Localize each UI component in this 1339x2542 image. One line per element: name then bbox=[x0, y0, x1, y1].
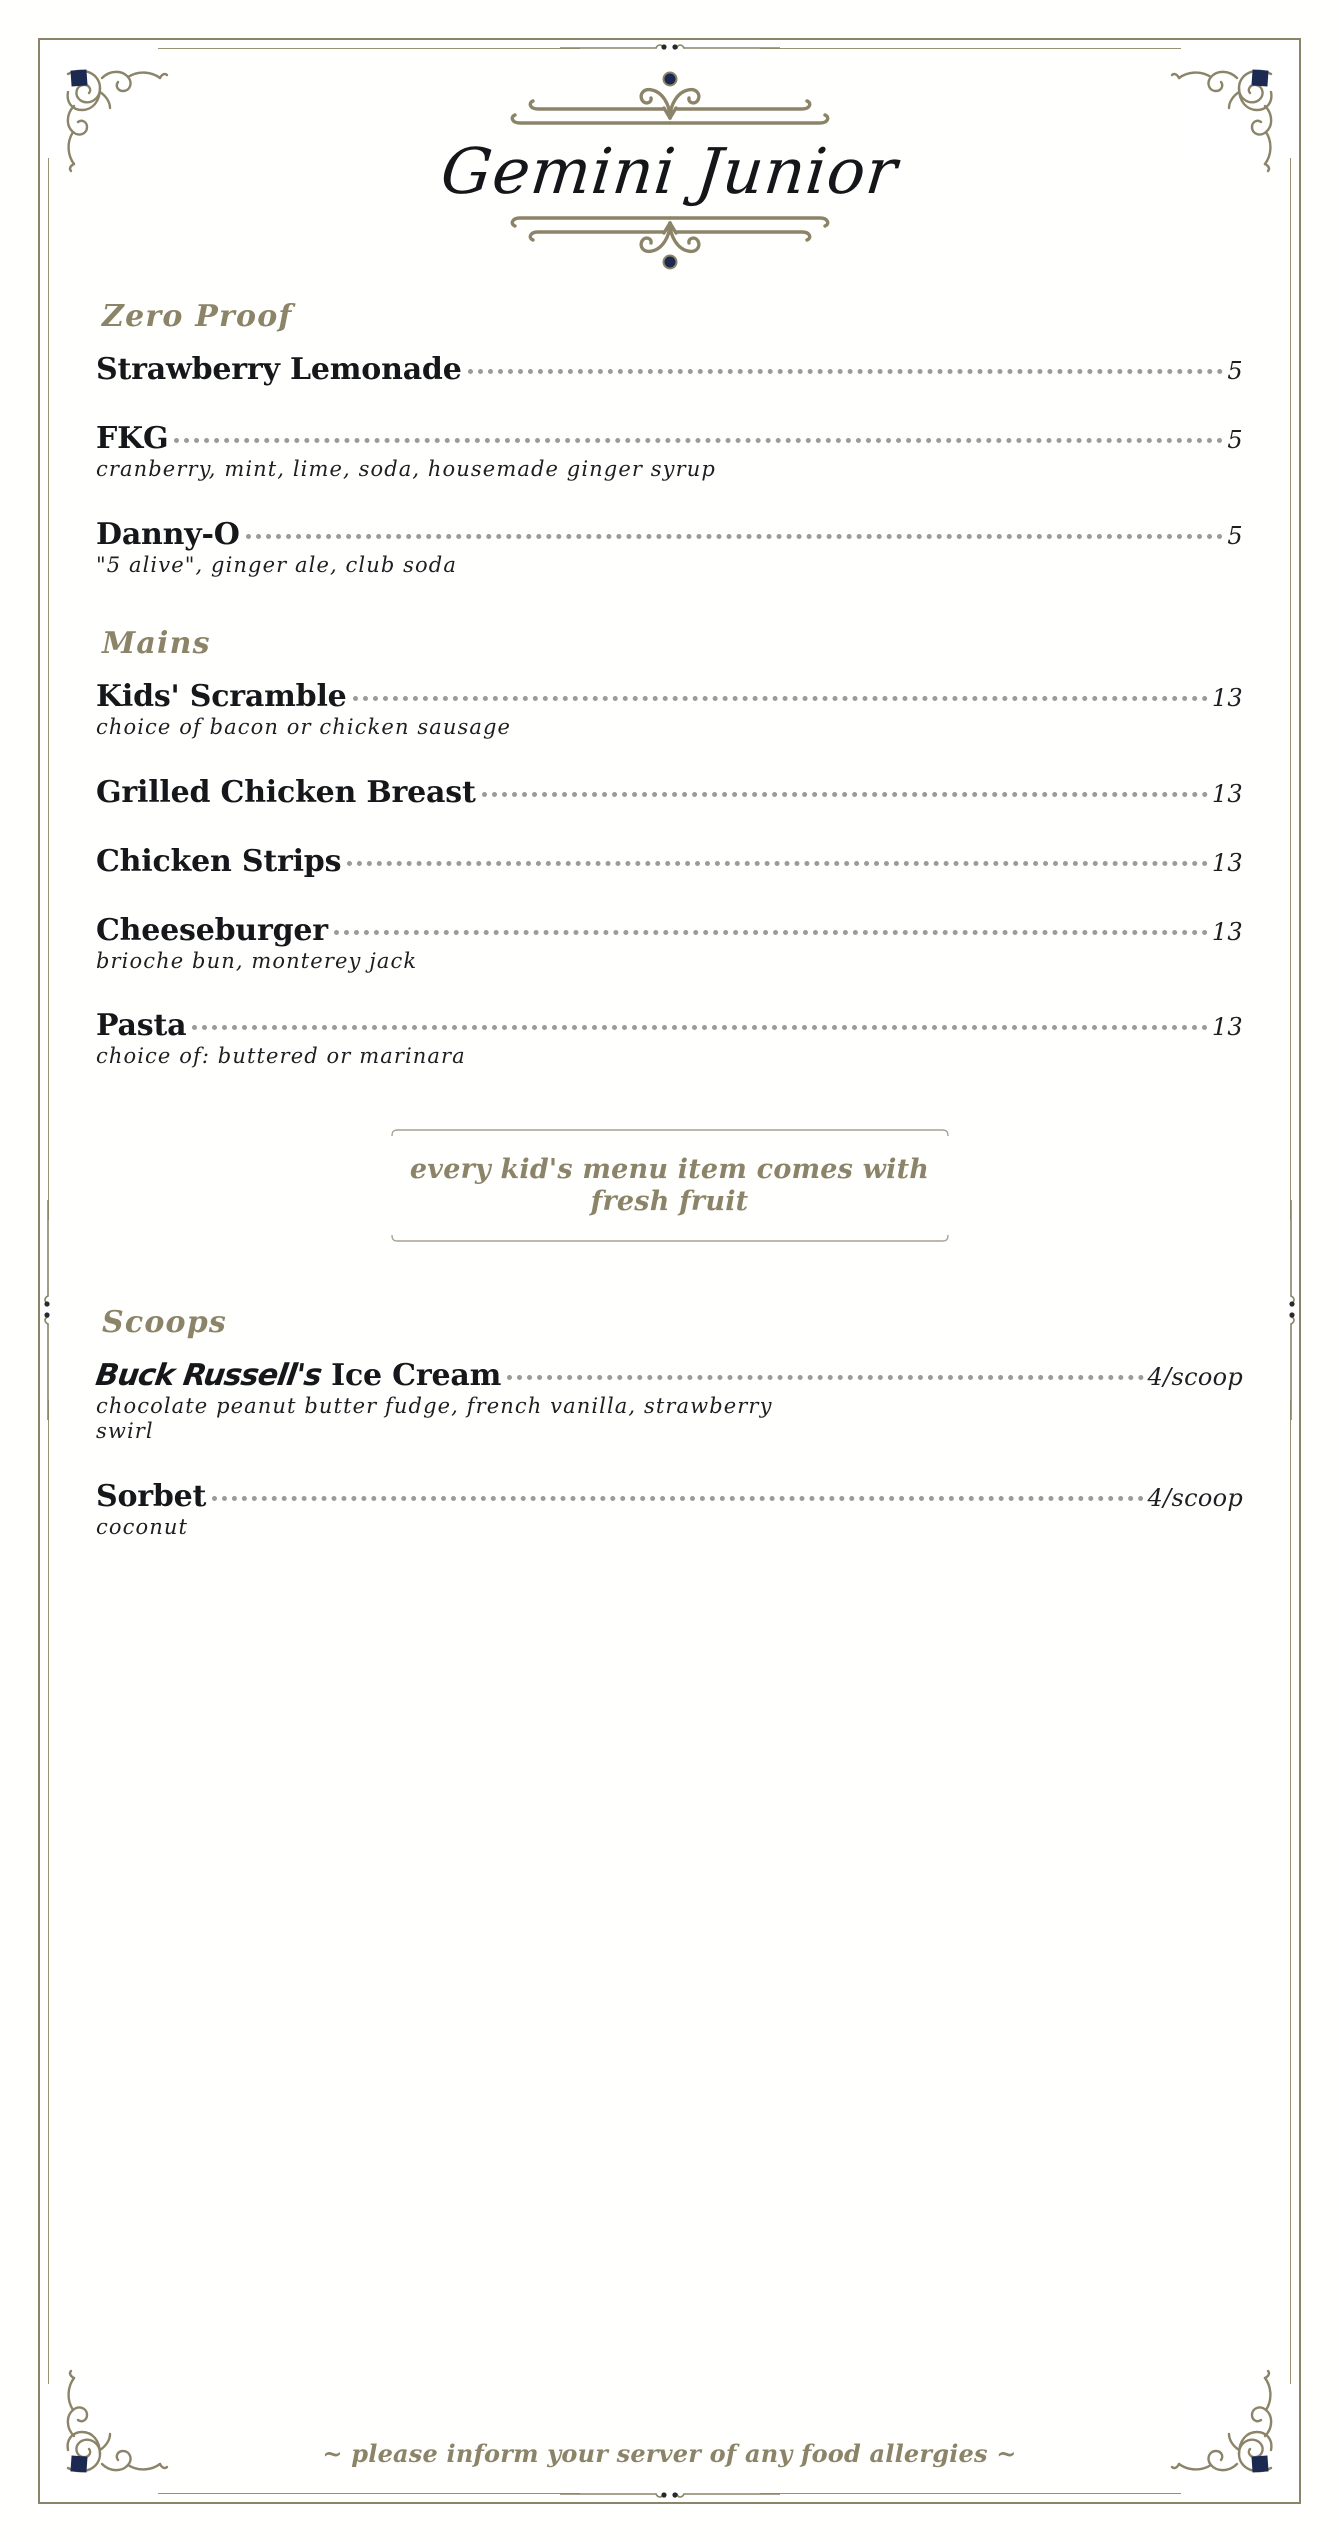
note-line-2: fresh fruit bbox=[590, 1186, 749, 1218]
corner-flourish-icon bbox=[44, 2368, 174, 2498]
allergy-notice: ~ please inform your server of any food allergies ~ bbox=[322, 2439, 1017, 2468]
menu-item-description: chocolate peanut butter fudge, french vanilla, strawberry swirl bbox=[96, 1393, 773, 1444]
menu-item-name-rest: Ice Cream bbox=[320, 1357, 502, 1393]
menu-item-price: 13 bbox=[1211, 1013, 1243, 1042]
menu-content bbox=[93, 60, 1243, 1557]
dot-leader bbox=[174, 437, 1223, 443]
menu-item-description: choice of bacon or chicken sausage bbox=[96, 715, 512, 740]
menu-item-description: cranberry, mint, lime, soda, housemade ginger syrup bbox=[96, 457, 716, 481]
menu-item[interactable] bbox=[93, 1357, 1243, 1445]
note-text bbox=[390, 1138, 950, 1233]
menu-item-price: 4/scoop bbox=[1147, 1362, 1243, 1391]
menu-item-name: Sorbet bbox=[96, 1479, 207, 1515]
flourish-ornament-icon bbox=[490, 68, 850, 134]
menu-item[interactable] bbox=[96, 517, 1243, 579]
note-rule-top bbox=[390, 1128, 950, 1138]
menu-item-name: Grilled Chicken Breast bbox=[96, 774, 476, 810]
edge-ornament-icon bbox=[560, 2482, 780, 2504]
menu-sections bbox=[93, 299, 1243, 1541]
menu-item[interactable] bbox=[96, 775, 1243, 810]
section-heading: Zero Proof bbox=[102, 299, 293, 334]
menu-item-description: brioche bun, monterey jack bbox=[96, 948, 418, 973]
menu-item-description: "5 alive", ginger ale, club soda bbox=[96, 552, 457, 577]
flourish-ornament-icon bbox=[490, 207, 850, 273]
edge-ornament-icon bbox=[38, 1200, 60, 1420]
menu-item[interactable] bbox=[96, 679, 1243, 741]
menu-item-price: 13 bbox=[1211, 684, 1243, 713]
menu-item[interactable] bbox=[96, 1479, 1243, 1541]
menu-section-zero-proof bbox=[96, 299, 1243, 578]
edge-ornament-icon bbox=[1279, 1200, 1301, 1420]
menu-item-name: Kids' Scramble bbox=[96, 679, 347, 715]
dot-leader bbox=[334, 929, 1208, 935]
note-rule-bottom bbox=[390, 1233, 950, 1243]
menu-item-price: 13 bbox=[1211, 917, 1243, 946]
brand-name: Buck Russell's bbox=[93, 1357, 324, 1393]
dot-leader bbox=[212, 1495, 1143, 1501]
dot-leader bbox=[468, 368, 1224, 374]
menu-item-name bbox=[93, 1357, 502, 1393]
edge-ornament-icon bbox=[560, 38, 780, 60]
dot-leader bbox=[347, 860, 1208, 866]
menu-item-price: 5 bbox=[1227, 426, 1243, 454]
menu-item-price: 13 bbox=[1211, 779, 1243, 808]
dot-leader bbox=[246, 533, 1224, 539]
menu-item-name: FKG bbox=[96, 421, 169, 456]
menu-section-mains bbox=[96, 626, 1243, 1070]
page-title: Gemini Junior bbox=[437, 135, 902, 208]
menu-item-price: 5 bbox=[1227, 357, 1243, 385]
corner-flourish-icon bbox=[1165, 2368, 1295, 2498]
menu-item-price: 4/scoop bbox=[1147, 1484, 1243, 1513]
menu-item-name: Pasta bbox=[96, 1008, 187, 1044]
menu-item-name: Danny-O bbox=[96, 516, 240, 552]
dot-leader bbox=[192, 1024, 1207, 1030]
menu-header bbox=[96, 60, 1243, 273]
dot-leader bbox=[353, 695, 1208, 701]
menu-item-price: 5 bbox=[1227, 521, 1243, 550]
dot-leader bbox=[482, 791, 1208, 797]
menu-section-scoops bbox=[93, 1304, 1243, 1541]
menu-item-name: Chicken Strips bbox=[96, 843, 342, 879]
section-heading: Scoops bbox=[102, 1304, 228, 1340]
menu-item[interactable] bbox=[96, 352, 1243, 387]
menu-item-price: 13 bbox=[1211, 848, 1243, 877]
menu-item[interactable] bbox=[96, 421, 1243, 483]
menu-item-description: coconut bbox=[96, 1515, 188, 1540]
menu-item[interactable] bbox=[96, 1008, 1243, 1070]
section-heading: Mains bbox=[102, 626, 211, 662]
menu-item[interactable] bbox=[96, 913, 1243, 975]
menu-item-name: Cheeseburger bbox=[96, 912, 328, 948]
menu-item-name: Strawberry Lemonade bbox=[96, 352, 462, 387]
dot-leader bbox=[507, 1374, 1143, 1380]
menu-item-description: choice of: buttered or marinara bbox=[96, 1044, 466, 1069]
menu-item[interactable] bbox=[96, 844, 1243, 879]
note-line-1: every kid's menu item comes with bbox=[409, 1154, 930, 1186]
fresh-fruit-note bbox=[390, 1128, 950, 1243]
